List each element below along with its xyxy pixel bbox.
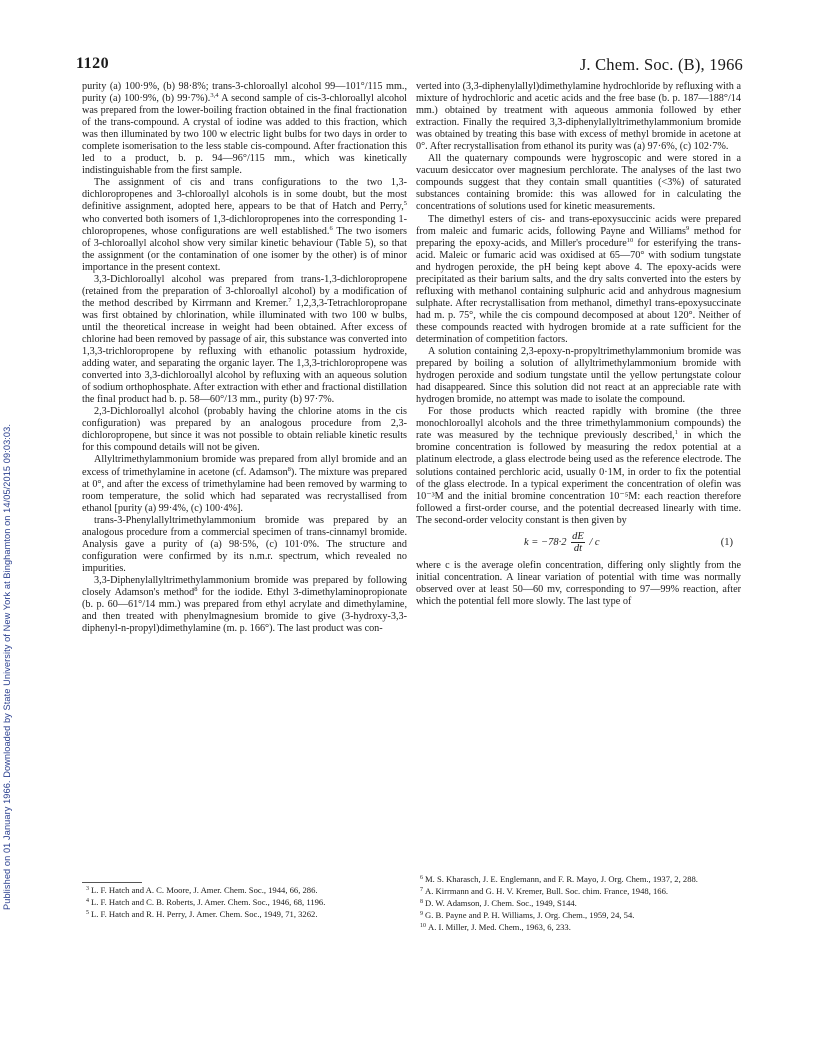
- paragraph-text: for esterifying the trans-acid. Maleic or fumaric acid was oxidised at 65—70° with sodium tungstate and hydrogen peroxide, the pH being kept above 4. The epoxy-acids were precipitated as their barium salts, and the dry salts converted into the esters by refluxing with methanol containing sulphuric acid and anhydrous magnesium sulphate. After recrystallisation from methanol, dimethyl trans-epoxysuccinate had m. p. 75°, while the cis compound decomposed at about 120°. Neither of these compounds reacted with hydrogen bromide at a rate sufficient for the determination of competition factors.: [416, 237, 741, 345]
- footnote-mark: 9: [420, 910, 423, 917]
- paragraph: [82, 177, 407, 273]
- page-number: 1120: [76, 55, 110, 72]
- equation-rhs: / c: [589, 536, 600, 548]
- paragraph-text: A solution containing 2,3-epoxy-n-propyltrimethylammonium bromide was prepared by boiling a solution of allyltrimethylammonium bromide with hydrogen peroxide and sodium tungstate until the yellow pertungstate colour had disappeared. Since this solution did not react at an appreciable rate with hydrogen bromide, no attempt was made to isolate the compound.: [416, 346, 741, 406]
- paragraph-text: 3,3-Diphenylallyltrimethylammonium bromide was prepared by following closely Adamson's method: [82, 574, 407, 598]
- footnote-mark: 5: [86, 909, 89, 916]
- footnote-mark: 6: [420, 875, 423, 881]
- footnote-text: D. W. Adamson, J. Chem. Soc., 1949, S144.: [425, 897, 577, 908]
- footnote-mark: 3: [86, 886, 89, 892]
- footnote: [416, 909, 741, 921]
- paragraph-text: A second sample of cis-3-chloroallyl alcohol was prepared from the lower-boiling fraction obtained in the final fractionation of the trans-compound. A crystal of iodine was added to this fraction, which was then illuminated by two 100 w electric light bulbs for two days in order to complete isomerisation to the less stable cis-compound. After fractionation this led to a product, b. p. 94—96°/115 mm., which was kinetically indistinguishable from the first sample.: [82, 93, 407, 177]
- reference-mark: 6: [329, 224, 333, 232]
- footnote: [416, 921, 741, 933]
- footnote: [82, 908, 407, 920]
- paragraph-text: verted into (3,3-diphenylallyl)dimethylamine hydrochloride by refluxing with a mixture of hydrochloric and acetic acids and the free base (b. p. 187—188°/14 mm.) obtained by treatment with aqueous ammonia followed by ether extraction. Finally the required 3,3-diphenylallyltrimethylammonium bromide was obtained by treating this base with excess of methyl bromide in acetone at 0°. After recrystallisation from ethanol its purity was (a) 97·6%, (c) 102·7%.: [416, 81, 741, 153]
- footnote-text: L. F. Hatch and C. B. Roberts, J. Amer. Chem. Soc., 1946, 68, 1196.: [91, 896, 326, 907]
- paragraph: [416, 560, 741, 608]
- reference-mark: 5: [403, 200, 407, 208]
- paragraph: [82, 515, 407, 575]
- paragraph: [82, 575, 407, 635]
- paragraph: [82, 406, 407, 454]
- paragraph-text: where c is the average olefin concentration, differing only slightly from the initial concentration. A linear variation of potential with time was normally observed over at least 50—60 mv, corresponding to 97—99% reaction, after which the potential fell more slowly. The last type of: [416, 559, 741, 607]
- journal-citation-header: J. Chem. Soc. (B), 1966: [579, 55, 743, 74]
- footnote-text: A. Kirrmann and G. H. V. Kremer, Bull. Soc. chim. France, 1948, 166.: [425, 885, 669, 896]
- equation-body: [524, 531, 600, 554]
- reference-mark: 7: [288, 296, 292, 304]
- reference-mark: 9: [686, 224, 690, 232]
- footnote: [82, 884, 407, 896]
- reference-mark: 10: [626, 236, 634, 244]
- left-column: [82, 81, 407, 635]
- reference-mark: 8: [287, 465, 291, 473]
- paragraph: [82, 274, 407, 407]
- paragraph-text: method for preparing the epoxy-acids, and Miller's procedure: [416, 225, 742, 249]
- paragraph: [416, 214, 741, 347]
- footnote-text: G. B. Payne and P. H. Williams, J. Org. Chem., 1959, 24, 54.: [425, 909, 635, 920]
- paragraph: [416, 406, 741, 526]
- reference-mark: 8: [194, 585, 198, 593]
- reference-mark: 3,4: [210, 92, 219, 100]
- paragraph-text: in which the bromine concentration is followed by measuring the redox potential at a platinum electrode, a glass electrode being used as the reference electrode. The solutions contained perchloric acid, usually 0·1M, in order to fix the potential of the glass electrode. In a typical experiment the concentration of olefin was 10⁻³M and the initial bromine concentration 10⁻⁵M: each reaction therefore followed a first-order course, and the potential decreased linearly with time. The second-order velocity constant is then given by: [416, 430, 741, 526]
- footnote-mark: 8: [420, 898, 423, 905]
- footnote-text: L. F. Hatch and A. C. Moore, J. Amer. Chem. Soc., 1944, 66, 286.: [91, 885, 318, 895]
- paragraph-text: for the iodide. Ethyl 3-dimethylaminopropionate (b. p. 60—61°/14 mm.) was prepared from ethyl acrylate and dimethylamine, and then treated with phenylmagnesium bromide to give (3-hydroxy-3,3-diphenyl-n-propyl)dimethylamine (m. p. 166°). The last product was con-: [82, 586, 408, 635]
- equation-numerator: dE: [572, 530, 584, 542]
- footnote: [416, 897, 741, 909]
- paragraph: [82, 454, 407, 514]
- paragraph-text: For those products which reacted rapidly with bromine (the three monochloroallyl alcohols and the three trimethylammonium compounds) the rate was measured by the technique previously described,: [416, 406, 741, 442]
- paragraph-text: who converted both isomers of 1,3-dichloropropenes into the corresponding 1-chloropropenes, whose configurations are well established.: [82, 213, 407, 237]
- equation-fraction: [571, 531, 585, 554]
- footnotes-right: [416, 873, 741, 933]
- rate-equation: [416, 529, 741, 557]
- paragraph-text: 2,3-Dichloroallyl alcohol (probably having the chlorine atoms in the cis configuration) was prepared by an analogous procedure from 2,3-dichloropropene, but since it was not possible to obtain reliable kinetic results for this compound details will not be given.: [82, 406, 407, 454]
- reference-mark: 1: [674, 429, 678, 437]
- footnotes-left: [82, 884, 407, 920]
- footnote-mark: 4: [86, 897, 89, 904]
- paragraph-text: 3,3-Dichloroallyl alcohol was prepared from trans-1,3-dichloropropene (retained from the preparation of 3-chloroallyl alcohol) by a modification of the method described by Kirrmann and Kremer.: [82, 273, 407, 309]
- footnote-text: M. S. Kharasch, J. E. Englemann, and F. R. Mayo, J. Org. Chem., 1937, 2, 288.: [425, 874, 698, 884]
- footnote-rule: [82, 882, 142, 883]
- paragraph-text: The assignment of cis and trans configurations to the two 1,3-dichloropropenes and 3-chloroallyl alcohols is in some doubt, but the most definitive assignment, adopted here, appears to be that of Hatch and Perry,: [82, 177, 407, 213]
- paragraph-text: trans-3-Phenylallyltrimethylammonium bromide was prepared by an analogous procedure from a commercial specimen of trans-cinnamyl bromide. Analysis gave a purity of (a) 98·5%, (c) 101·0%. The structure and configuration were confirmed by its n.m.r. spectrum, which revealed no impurities.: [82, 514, 407, 574]
- paragraph-text: Allyltrimethylammonium bromide was prepared from allyl bromide and an excess of trimethylamine in acetone (cf. Adamson: [82, 454, 407, 478]
- equation-denominator: dt: [573, 542, 583, 554]
- paragraph: [82, 81, 407, 177]
- paragraph-text: The two isomers of 3-chloroallyl alcohol show very similar kinetic behaviour (Table 5), so that the assignment (or the contamination of one isomer by the other) is of minor importance in the present context.: [82, 225, 407, 273]
- paragraph-text: 1,2,3,3-Tetrachloropropane was first obtained by chlorination, while illuminated with two 100 w bulbs, until the theoretical increase in weight had been obtained. After excess of chlorine had been removed by passage of air, this substance was converted into 1,3,3-trichloropropene by refluxing with ethanolic potassium hydroxide, adding water, and separating the organic layer. The 1,3,3-trichloropropene was converted into 3,3-dichloroallyl alcohol by refluxing with an aqueous solution of sodium orthophosphate. After extraction with ether and fractional distillation the final product had b. p. 58—60°/13 mm., purity (b) 97·7%.: [82, 297, 407, 406]
- footnote-text: A. I. Miller, J. Med. Chem., 1963, 6, 233.: [428, 921, 571, 932]
- footnote-mark: 7: [420, 886, 423, 893]
- equation-number: (1): [720, 536, 733, 548]
- paragraph-text: ). The mixture was prepared at 0°, and after the excess of trimethylamine had been removed by warming to room temperature, the solid which had separated was recrystallised from ethanol [purity (a) 99·4%, (c) 100·4%].: [82, 466, 407, 514]
- right-column: [416, 81, 741, 608]
- paragraph-text: The dimethyl esters of cis- and trans-epoxysuccinic acids were prepared from maleic and fumaric acids, following Payne and Williams: [416, 213, 741, 237]
- footnote: [416, 885, 741, 897]
- paragraph: [416, 153, 741, 213]
- paragraph: [416, 346, 741, 406]
- equation-lhs: k = −78·2: [524, 536, 567, 548]
- paragraph-text: purity (a) 100·9%, (b) 98·8%; trans-3-chloroallyl alcohol 99—101°/115 mm., purity (a) 100·9%, (b) 99·7%).: [82, 81, 407, 105]
- footnote-text: L. F. Hatch and R. H. Perry, J. Amer. Chem. Soc., 1949, 71, 3262.: [91, 908, 318, 919]
- footnote-mark: 10: [420, 922, 426, 929]
- download-watermark: Published on 01 January 1966. Downloaded by State University of New York at Binghamton on 14/05/2015 09:03:03.: [2, 423, 12, 910]
- footnote: [416, 873, 741, 885]
- paragraph-text: All the quaternary compounds were hygroscopic and were stored in a vacuum desiccator over magnesium perchlorate. The analyses of the last two compounds suggest that they contain small quantities (<3%) of saturated substances containing bromide: this was allowed for in calculating the concentrations of solutions used for kinetic measurements.: [416, 153, 741, 213]
- footnote: [82, 896, 407, 908]
- paragraph: [416, 81, 741, 153]
